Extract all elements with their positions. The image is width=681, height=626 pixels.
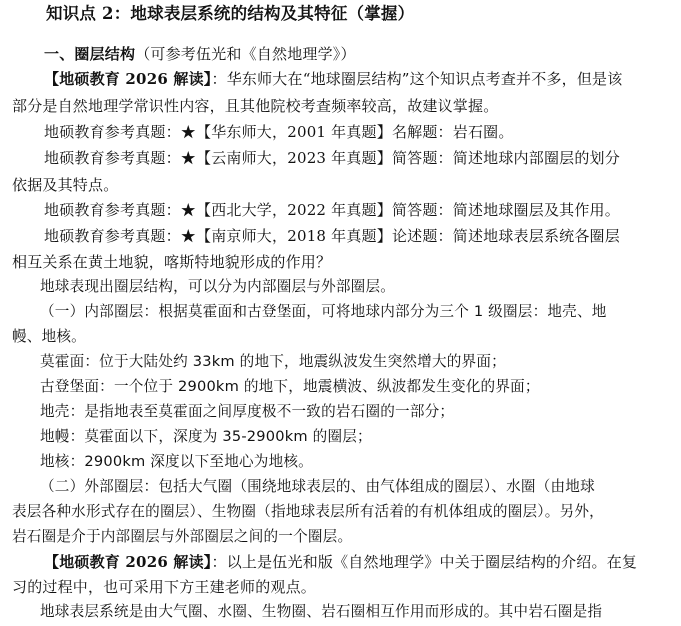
- interpretation-paragraph-line: 部分是自然地理学常识性内容，且其他院校考查频率较高，故建议掌握。: [12, 97, 499, 115]
- body-paragraph-line: 表层各种水形式存在的圈层）、生物圈（指地球表层所有活着的有机体组成的圈层）。另外，: [12, 503, 604, 520]
- body-paragraph-line: 地幔：莫霍面以下，深度为 35-2900km 的圈层；: [40, 428, 372, 445]
- exam-question-line: 地硕教育参考真题：★【华东师大，2001 年真题】名解题：岩石圈。: [44, 123, 514, 141]
- exam-question-line: 地硕教育参考真题：★【云南师大，2023 年真题】简答题：简述地球内部圈层的划分: [44, 149, 620, 167]
- interpretation-label: 【地硕教育 2026 解读】: [44, 553, 212, 571]
- subsection-reference: （可参考伍光和《自然地理学》）: [135, 45, 356, 63]
- body-paragraph-line: 幔、地核。: [12, 328, 86, 345]
- exam-question-line: 地硕教育参考真题：★【南京师大，2018 年真题】论述题：简述地球表层系统各圈层: [44, 227, 620, 245]
- body-paragraph-line: 地球表层系统是由大气圈、水圈、生物圈、岩石圈相互作用而形成的。其中岩石圈是指: [40, 603, 603, 620]
- exam-question-line: 相互关系在黄土地貌，喀斯特地貌形成的作用？: [12, 253, 332, 271]
- body-paragraph-line: 古登堡面：一个位于 2900km 的地下，地震横波、纵波都发生变化的界面；: [40, 378, 540, 395]
- subsection-heading: [44, 44, 681, 66]
- interpretation-text: ：以上是伍光和版《自然地理学》中关于圈层结构的介绍。在复: [211, 553, 638, 571]
- interpretation-text: ：华东师大在“地球圈层结构”这个知识点考查并不多，但是该: [211, 70, 623, 88]
- interpretation-paragraph-line: [44, 69, 681, 91]
- exam-question-line: 地硕教育参考真题：★【西北大学，2022 年真题】简答题：简述地球圈层及其作用。: [44, 201, 620, 219]
- body-paragraph-line: 地球表现出圈层结构，可以分为内部圈层与外部圈层。: [40, 278, 396, 295]
- body-paragraph-line: 地壳：是指地表至莫霍面之间厚度极不一致的岩石圈的一部分；: [40, 403, 455, 420]
- interpretation-paragraph-line: [44, 552, 681, 574]
- interpretation-paragraph-line: 习的过程中，也可采用下方王建老师的观点。: [12, 578, 317, 596]
- section-title: 知识点 2：地球表层系统的结构及其特征（掌握）: [46, 4, 415, 23]
- subsection-title: 一、圈层结构: [44, 45, 136, 63]
- body-paragraph-line: （一）内部圈层：根据莫霍面和古登堡面，可将地球内部分为三个 1 级圈层：地壳、地: [40, 303, 607, 320]
- body-paragraph-line: （二）外部圈层：包括大气圈（围绕地球表层的、由气体组成的圈层）、水圈（由地球: [40, 478, 595, 495]
- exam-question-line: 依据及其特点。: [12, 176, 119, 194]
- body-paragraph-line: 地核：2900km 深度以下至地心为地核。: [40, 453, 313, 470]
- body-paragraph-line: 莫霍面：位于大陆处约 33km 的地下，地震纵波发生突然增大的界面；: [40, 353, 506, 370]
- interpretation-label: 【地硕教育 2026 解读】: [44, 70, 212, 88]
- body-paragraph-line: 岩石圈是介于内部圈层与外部圈层之间的一个圈层。: [12, 528, 353, 545]
